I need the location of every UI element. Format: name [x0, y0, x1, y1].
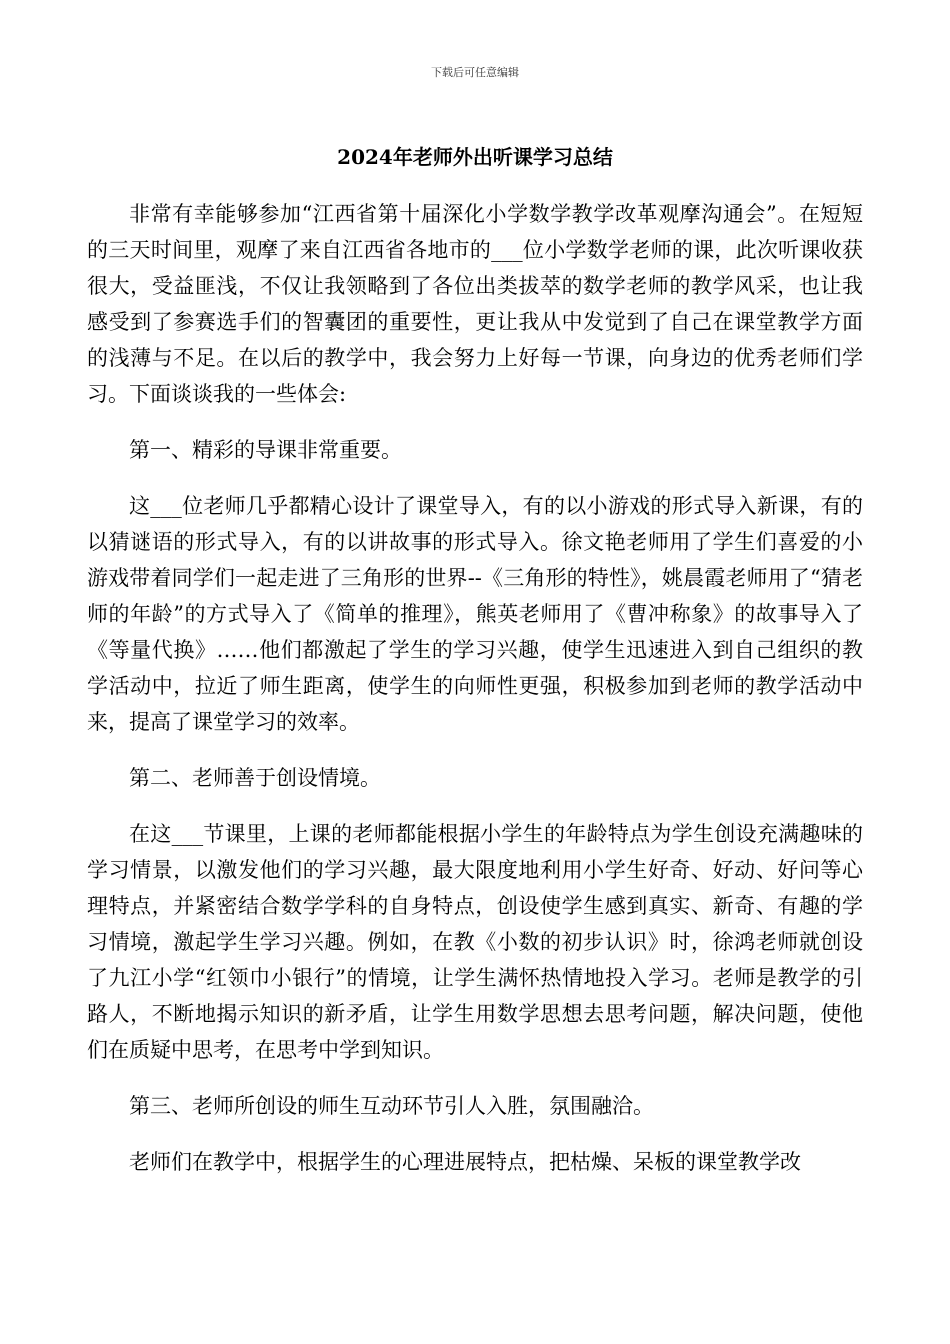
- paragraph-section-1: 这___位老师几乎都精心设计了课堂导入，有的以小游戏的形式导入新课，有的以猜谜语的形式导入，有的以讲故事的形式导入。徐文艳老师用了学生们喜爱的小游戏带着同学们一起走进了三角形的世界--《三角形的特性》，姚晨霞老师用了“猜老师的年龄”的方式导入了《简单的推理》，熊英老师用了《曹冲称象》的故事导入了《等量代换》……他们都激起了学生的学习兴趣，使学生迅速进入到自己组织的教学活动中，拉近了师生距离，使学生的向师性更强，积极参加到老师的教学活动中来，提高了课堂学习的效率。: [87, 494, 863, 734]
- section-heading-2: 第二、老师善于创设情境。: [129, 766, 381, 790]
- paragraph-section-3: 老师们在教学中，根据学生的心理进展特点，把枯燥、呆板的课堂教学改: [129, 1150, 801, 1174]
- section-heading-1: 第一、精彩的导课非常重要。: [129, 438, 402, 462]
- paragraph-intro: 非常有幸能够参加“江西省第十届深化小学数学教学改革观摩沟通会”。在短短的三天时间里，观摩了来自江西省各地市的___位小学数学老师的课，此次听课收获很大，受益匪浅，不仅让我领略到了各位出类拔萃的数学老师的教学风采，也让我感受到了参赛选手们的智囊团的重要性，更让我从中发觉到了自己在课堂教学方面的浅薄与不足。在以后的教学中，我会努力上好每一节课，向身边的优秀老师们学习。下面谈谈我的一些体会:: [87, 202, 863, 406]
- header-note: 下载后可任意编辑: [431, 66, 519, 79]
- document-body: [87, 196, 863, 1200]
- paragraph-section-2: 在这___节课里，上课的老师都能根据小学生的年龄特点为学生创设充满趣味的学习情景，以激发他们的学习兴趣，最大限度地利用小学生好奇、好动、好问等心理特点，并紧密结合数学学科的自身特点，创设使学生感到真实、新奇、有趣的学习情境，激起学生学习兴趣。例如，在教《小数的初步认识》时，徐鸿老师就创设了九江小学“红领巾小银行”的情境，让学生满怀热情地投入学习。老师是教学的引路人，不断地揭示知识的新矛盾，让学生用数学思想去思考问题，解决问题，使他们在质疑中思考，在思考中学到知识。: [87, 822, 863, 1062]
- document-title: 2024年老师外出听课学习总结: [337, 145, 613, 169]
- section-heading-3: 第三、老师所创设的师生互动环节引人入胜，氛围融洽。: [129, 1094, 654, 1118]
